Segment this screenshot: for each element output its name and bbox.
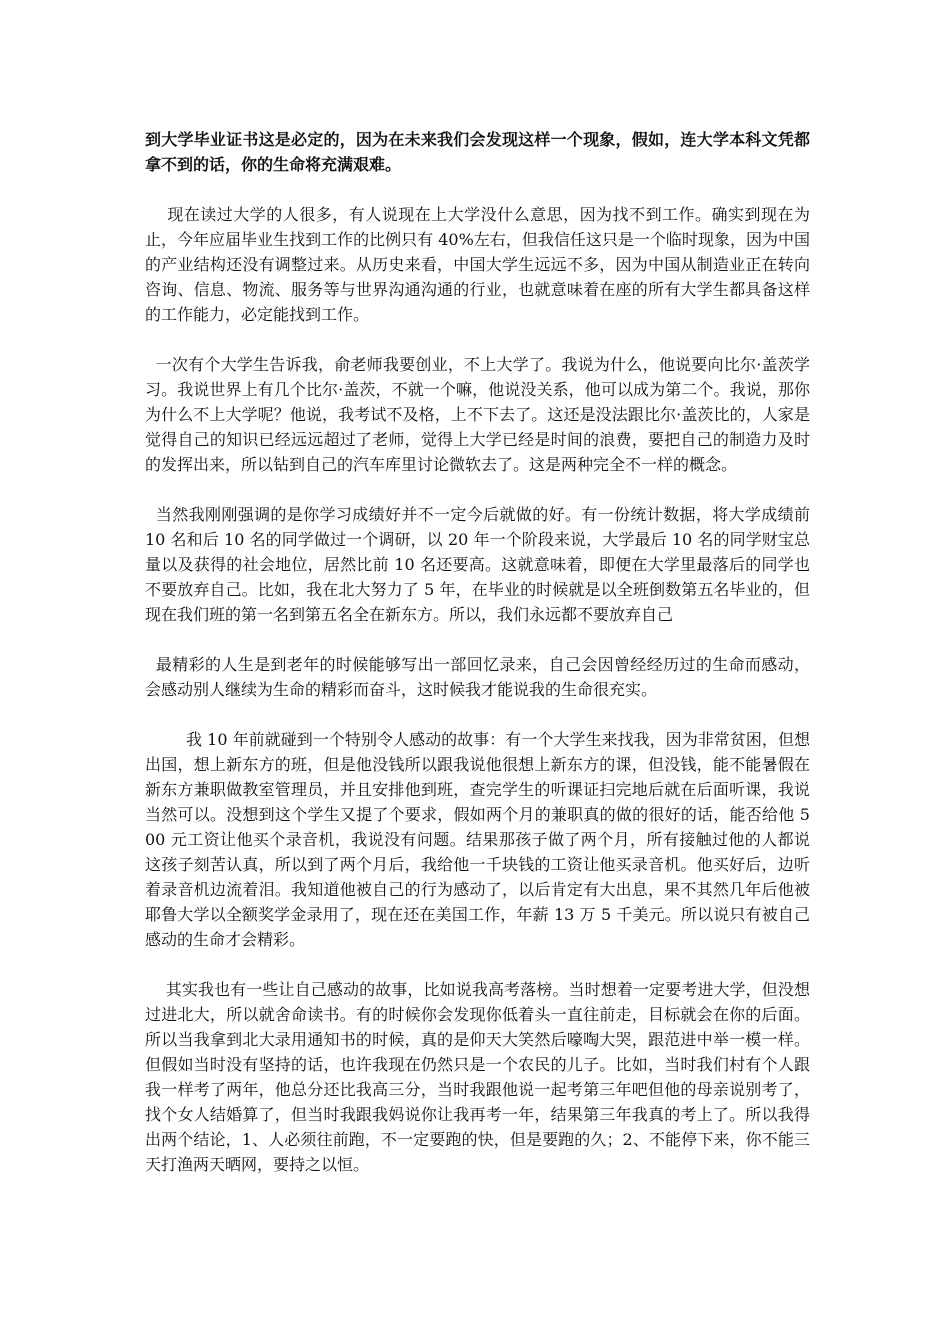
paragraph-3-bill-gates: 一次有个大学生告诉我，俞老师我要创业，不上大学了。我说为什么，他说要向比尔·盖茨学习。我说世界上有几个比尔·盖茨，不就一个嘛，他说没关系，他可以成为第二个。我说，那你为什么不上大学呢？他说，我考试不及格，上不下去了。这还是没法跟比尔·盖茨比的，人家是觉得自己的知识已经远远超过了老师，觉得上大学已经是时间的浪费，要把自己的制造力及时的发挥出来，所以钻到自己的汽车库里讨论微软去了。这是两种完全不一样的概念。 [145,355,810,474]
paragraph-gap [145,177,810,202]
paragraph-1-bold-intro: 到大学毕业证书这是必定的，因为在未来我们会发现这样一个现象，假如，连大学本科文凭都拿不到的话，你的生命将充满艰难。 [145,130,810,174]
paragraph-gap [145,952,810,977]
paragraph-4-statistics: 当然我刚刚强调的是你学习成绩好并不一定今后就做的好。有一份统计数据，将大学成绩前 10 名和后 10 名的同学做过一个调研，以 20 年一个阶段来说，大学最后 10 名的同学财宝总量以及获得的社会地位，居然比前 10 名还要高。这就意味着，即便在大学里最落后的同学也不要放弃自己。比如，我在北大努力了 5 年，在毕业的时候就是以全班倒数第五名毕业的，但现在我们班的第一名到第五名全在新东方。所以，我们永远都不要放弃自己 [145,505,816,624]
paragraph-6-student-story: 我 10 年前就碰到一个特别令人感动的故事：有一个大学生来找我，因为非常贫困，但想出国，想上新东方的班，但是他没钱所以跟我说他很想上新东方的课，但没钱，能不能暑假在新东方兼职做教室管理员，并且安排他到班，查完学生的听课证扫完地后就在后面听课，我说当然可以。没想到这个学生又提了个要求，假如两个月的兼职真的做的很好的话，能否给他 500 元工资让他买个录音机，我说没有问题。结果那孩子做了两个月，所有接触过他的人都说这孩子刻苦认真，所以到了两个月后，我给他一千块钱的工资让他买录音机。他买好后，边听着录音机边流着泪。我知道他被自己的行为感动了，以后肯定有大出息，果不其然几年后他被耶鲁大学以全额奖学金录用了，现在还在美国工作，年薪 13 万 5 千美元。所以说只有被自己感动的生命才会精彩。 [145,730,810,949]
paragraph-2-employment: 现在读过大学的人很多，有人说现在上大学没什么意思，因为找不到工作。确实到现在为止，今年应届毕业生找到工作的比例只有 40%左右，但我信任这只是一个临时现象，因为中国的产业结构还没有调整过来。从历史来看，中国大学生远远不多，因为中国从制造业正在转向咨询、信息、物流、服务等与世界沟通沟通的行业，也就意味着在座的所有大学生都具备这样的工作能力，必定能找到工作。 [145,205,810,324]
paragraph-gap [145,327,810,352]
paragraph-gap [145,702,810,727]
paragraph-7-gaokao-story: 其实我也有一些让自己感动的故事，比如说我高考落榜。当时想着一定要考进大学，但没想过进北大，所以就舍命读书。有的时候你会发现你低着头一直往前走，目标就会在你的后面。所以当我拿到北大录用通知书的时候，真的是仰天大笑然后嚎啕大哭，跟范进中举一模一样。但假如当时没有坚持的话，也许我现在仍然只是一个农民的儿子。比如，当时我们村有个人跟我一样考了两年，他总分还比我高三分，当时我跟他说一起考第三年吧但他的母亲说别考了，找个女人结婚算了，但当时我跟我妈说你让我再考一年，结果第三年我真的考上了。所以我得出两个结论，1、人必须往前跑，不一定要跑的快，但是要跑的久；2、不能停下来，你不能三天打渔两天晒网，要持之以恒。 [145,980,810,1174]
paragraph-gap [145,627,810,652]
document-page [145,127,816,1177]
paragraph-5-memoir: 最精彩的人生是到老年的时候能够写出一部回忆录来，自己会因曾经经历过的生命而感动，会感动别人继续为生命的精彩而奋斗，这时候我才能说我的生命很充实。 [145,655,810,699]
paragraph-gap [145,477,810,502]
